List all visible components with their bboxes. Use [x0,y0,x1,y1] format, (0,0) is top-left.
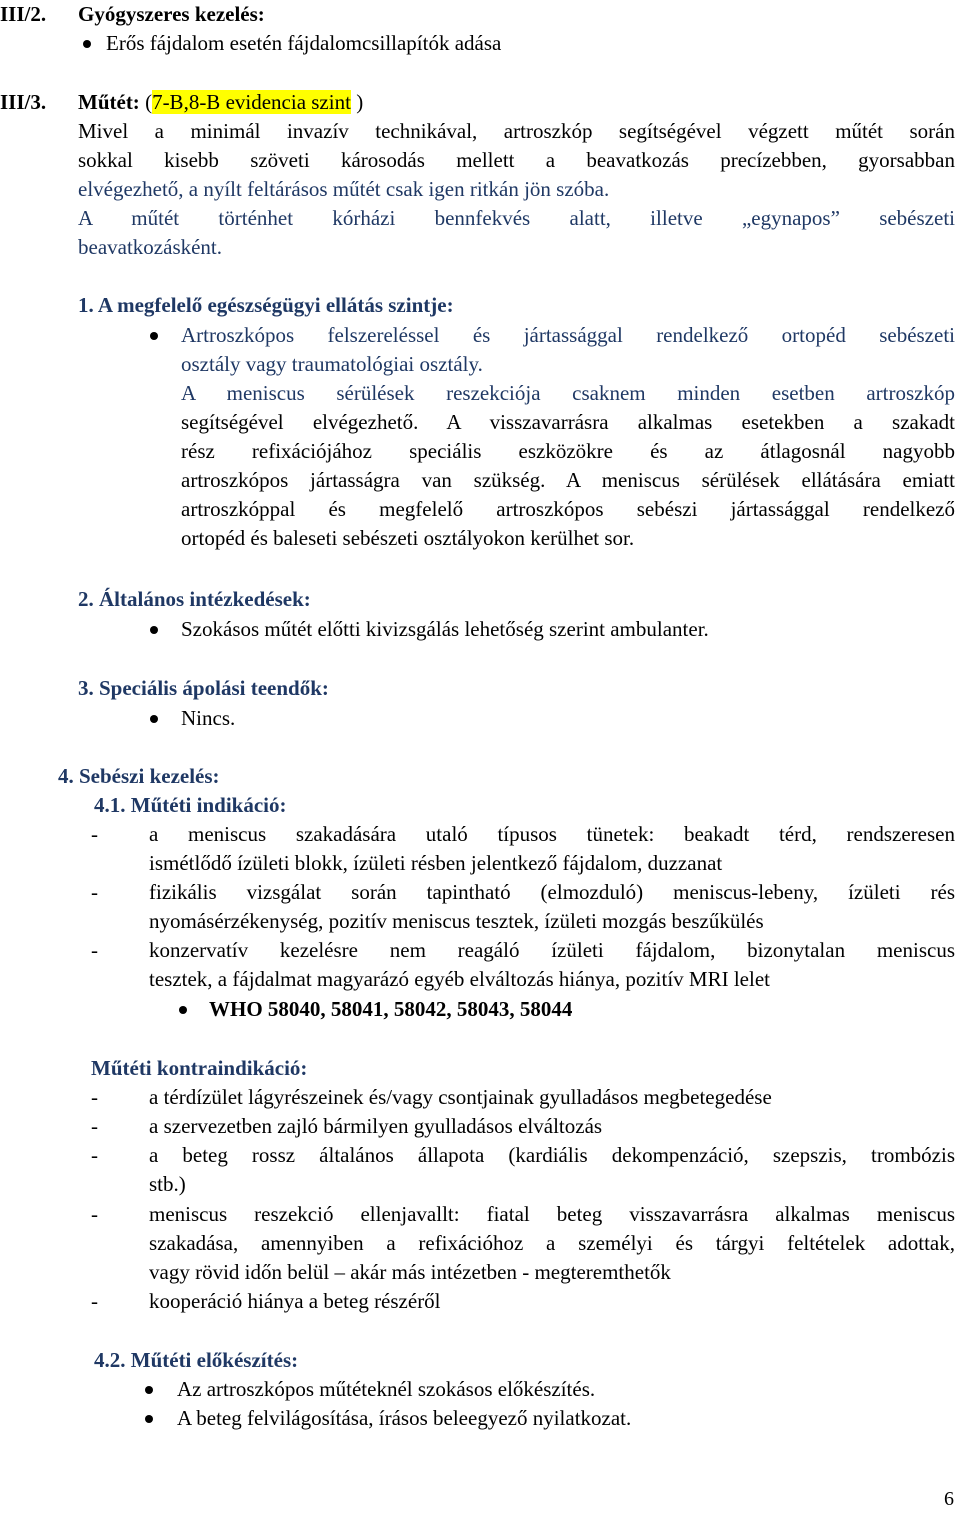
who-codes: WHO 58040, 58041, 58042, 58043, 58044 [209,997,573,1021]
section-number: III/3. [0,90,47,114]
bullet-text: Nincs. [181,706,236,730]
list-item-line: konzervatív kezelésre nem reagáló ízületi fájdalom, bizonytalan meniscus [149,938,955,962]
section-number: III/2. [0,2,47,26]
evidence-level-highlight: 7-B,8-B evidencia szint [152,90,351,114]
list-item-line: vagy rövid időn belül – akár más intézetben - megteremthetők [149,1260,671,1284]
subsection-heading: 4.1. Műtéti indikáció: [94,793,287,817]
paragraph-line: beavatkozásként. [78,235,223,259]
dash-marker: - [91,1114,98,1138]
section-heading [78,88,363,117]
paragraph-line: artroszkópos jártasságra van szükség. A meniscus sérülések ellátására emiatt [181,468,955,492]
bullet-icon [145,1386,153,1394]
bullet-text: Szokásos műtét előtti kivizsgálás lehetőség szerint ambulanter. [181,617,709,641]
dash-marker: - [91,880,98,904]
list-item-line: stb.) [149,1172,186,1196]
paragraph-line: ortopéd és baleseti sebészeti osztályokon kerülhet sor. [181,526,635,550]
dash-marker: - [91,1143,98,1167]
bullet-icon [150,332,158,340]
list-item-line: a meniscus szakadására utaló típusos tünetek: beakadt térd, rendszeresen [149,822,955,846]
section-heading: 3. Speciális ápolási teendők: [78,676,329,700]
dash-marker: - [91,938,98,962]
paragraph-line: sokkal kisebb szöveti károsodás mellett a beavatkozás precízebben, gyorsabban [78,148,955,172]
section-heading: 4. Sebészi kezelés: [58,764,220,788]
list-item-line: nyomásérzékenység, pozitív meniscus tesztek, ízületi mozgás beszűkülés [149,909,764,933]
paren-open: ( [145,90,153,114]
bullet-icon [150,715,158,723]
paragraph-line: segítségével elvégezhető. A visszavarrásra alkalmas esetekben a szakadt [181,410,955,434]
dash-marker: - [91,1289,98,1313]
bullet-text: Erős fájdalom esetén fájdalomcsillapítók adása [106,31,502,55]
paragraph-line: artroszkóppal és megfelelő artroszkópos sebészi jártassággal rendelkező [181,497,955,521]
paren-close: ) [350,90,364,114]
bullet-icon [150,626,158,634]
paragraph-line: rész refixációjához speciális eszközökre és az átlagosnál nagyobb [181,439,955,463]
list-item-line: meniscus reszekció ellenjavallt: fiatal beteg visszavarrásra alkalmas meniscus [149,1202,955,1226]
dash-marker: - [91,1085,98,1109]
paragraph-line: Artroszkópos felszereléssel és jártassággal rendelkező ortopéd sebészeti [181,323,955,347]
paragraph-line: Mivel a minimál invazív technikával, artroszkóp segítségével végzett műtét során [78,119,955,143]
heading-label: Műtét: [78,90,140,114]
section-heading: 2. Általános intézkedések: [78,587,311,611]
list-item-line: tesztek, a fájdalmat magyarázó egyéb elváltozás hiánya, pozitív MRI lelet [149,967,770,991]
section-heading: 1. A megfelelő egészségügyi ellátás szintje: [78,293,454,317]
bullet-text: A beteg felvilágosítása, írásos beleegyező nyilatkozat. [177,1406,632,1430]
bullet-icon [83,40,91,48]
dash-marker: - [91,1202,98,1226]
list-item-line: a térdízület lágyrészeinek és/vagy csontjainak gyulladásos megbetegedése [149,1085,772,1109]
page-number: 6 [944,1488,954,1510]
dash-marker: - [91,822,98,846]
bullet-icon [179,1006,187,1014]
list-item-line: kooperáció hiánya a beteg részéről [149,1289,441,1313]
paragraph-line: elvégezhető, a nyílt feltárásos műtét csak igen ritkán jön szóba. [78,177,610,201]
list-item-line: szakadása, amennyiben a refixációhoz a személyi és tárgyi feltételek adottak, [149,1231,955,1255]
bullet-text: Az artroszkópos műtéteknél szokásos előkészítés. [177,1377,596,1401]
subsection-heading: 4.2. Műtéti előkészítés: [94,1348,299,1372]
list-item-line: ismétlődő ízületi blokk, ízületi résben jelentkező fájdalom, duzzanat [149,851,723,875]
paragraph-line: A műtét történhet kórházi bennfekvés alatt, illetve „egynapos” sebészeti [78,206,955,230]
paragraph-line: A meniscus sérülések reszekciója csaknem minden esetben artroszkóp [181,381,955,405]
paragraph-line: osztály vagy traumatológiai osztály. [181,352,483,376]
list-item-line: fizikális vizsgálat során tapintható (elmozduló) meniscus-lebeny, ízületi rés [149,880,955,904]
section-heading: Gyógyszeres kezelés: [78,2,265,26]
bullet-icon [145,1415,153,1423]
subsection-heading: Műtéti kontraindikáció: [91,1056,308,1080]
list-item-line: a szervezetben zajló bármilyen gyulladásos elváltozás [149,1114,603,1138]
list-item-line: a beteg rossz általános állapota (kardiális dekompenzáció, szepszis, trombózis [149,1143,955,1167]
